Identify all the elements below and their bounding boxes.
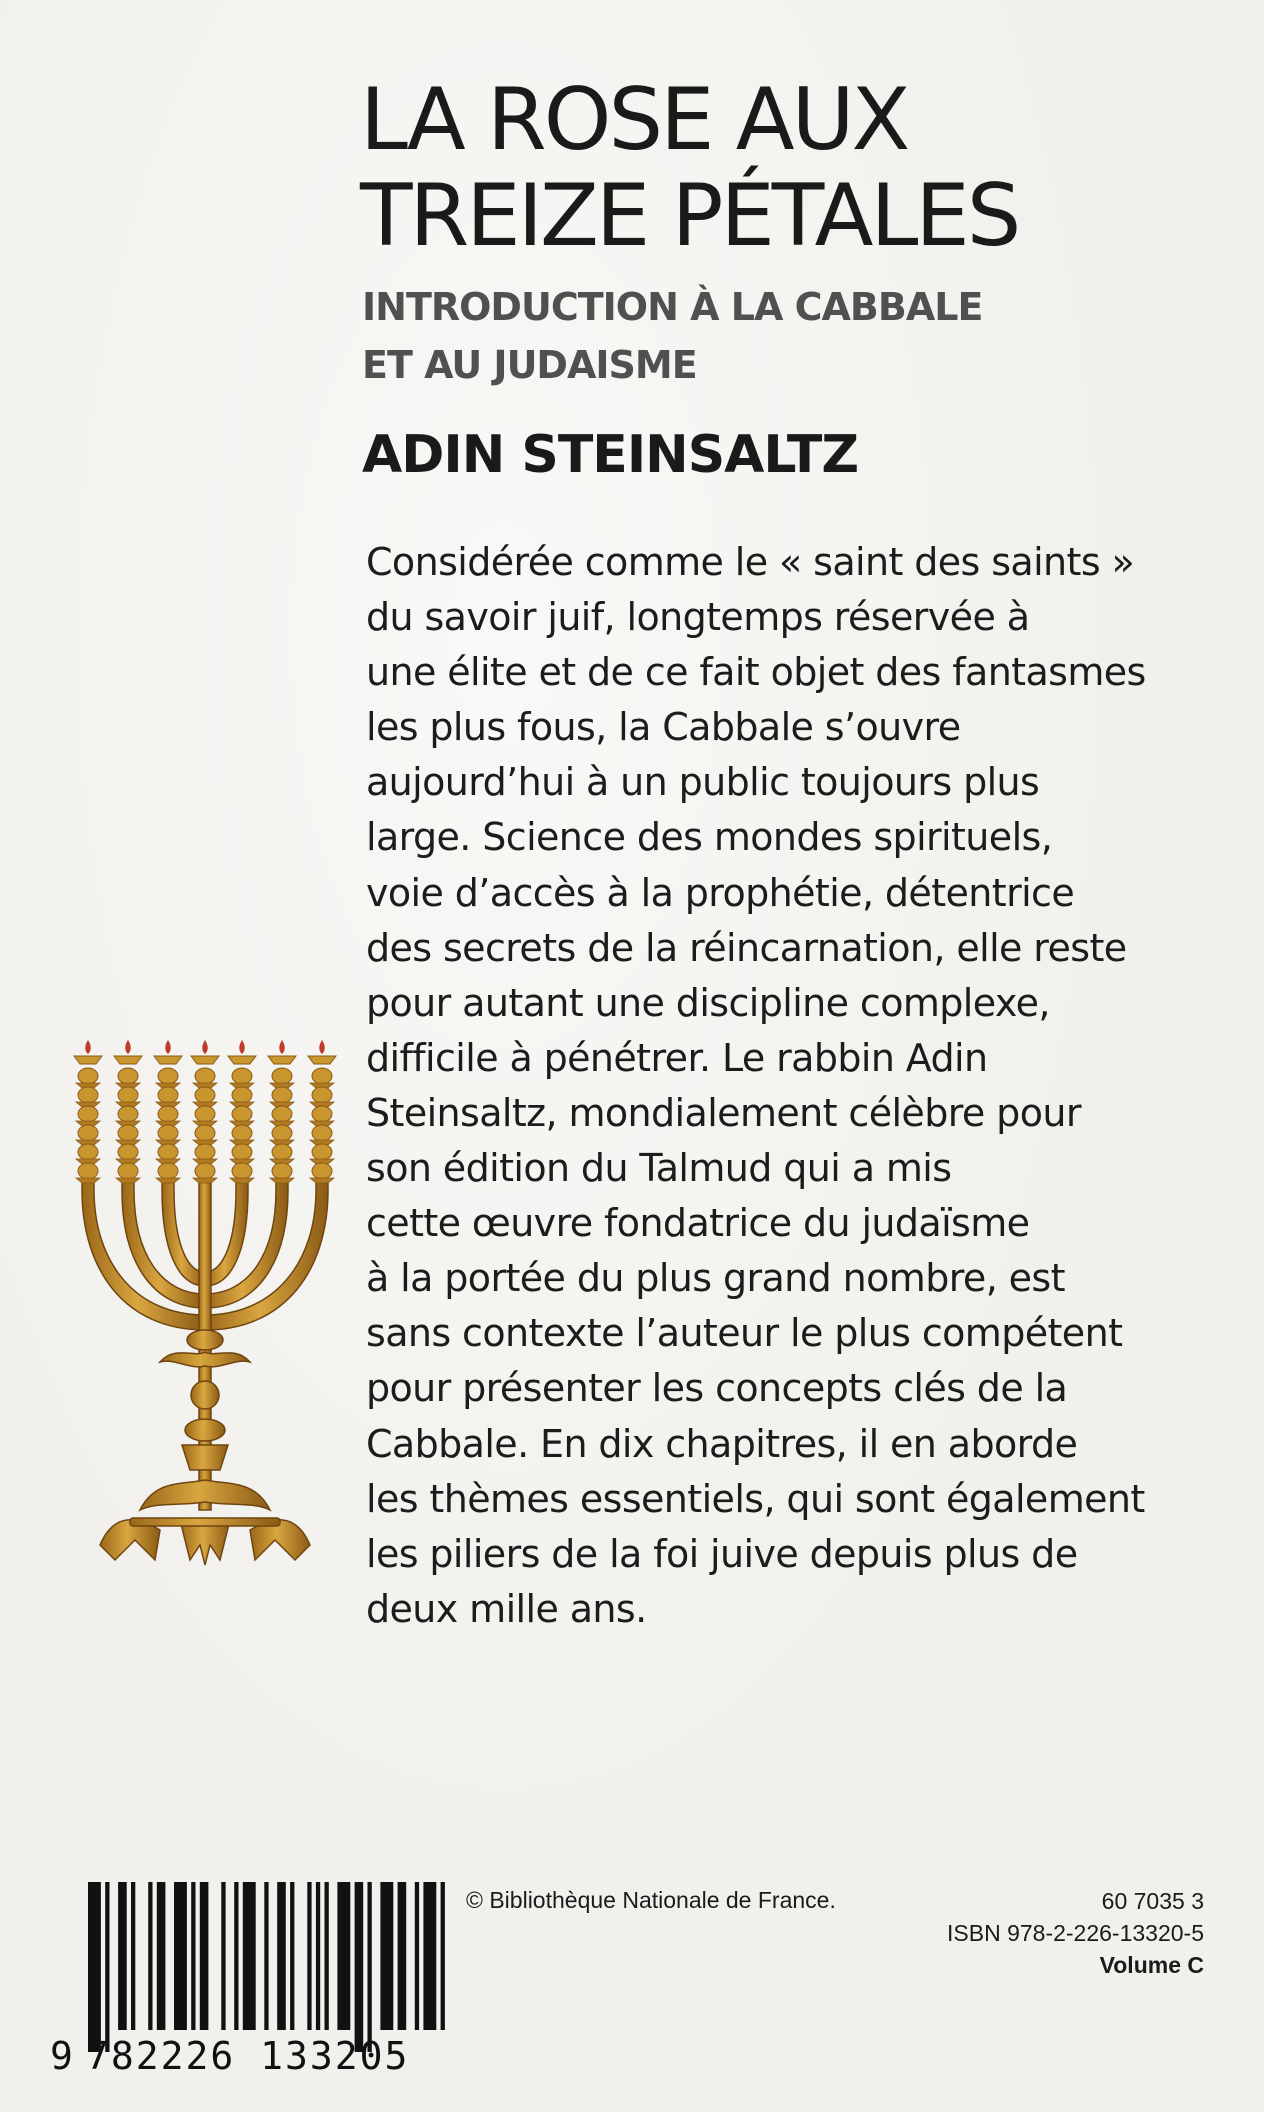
blurb-line: cette œuvre fondatrice du judaïsme [366, 1201, 1030, 1246]
blurb-line: des secrets de la réincarnation, elle reste [366, 925, 1127, 970]
title-line: LA ROSE AUX [360, 70, 908, 170]
volume-label: Volume C [1099, 1952, 1204, 1978]
blurb-line: Considérée comme le « saint des saints » [366, 540, 1135, 584]
title-line: TREIZE PÉTALES [360, 166, 1019, 266]
blurb-line: les piliers de la foi juive depuis plus de [366, 1531, 1078, 1576]
blurb-line: aujourd’hui à un public toujours plus [366, 760, 1040, 805]
publisher-codes [947, 1885, 1204, 1981]
blurb-line: pour autant une discipline complexe, [366, 980, 1050, 1025]
blurb-line: large. Science des mondes spirituels, [366, 815, 1053, 860]
blurb-line: voie d’accès à la prophétie, détentrice [366, 870, 1075, 915]
subtitle-line: ET AU JUDAISME [362, 343, 697, 387]
book-title [360, 72, 1220, 264]
blurb-line: à la portée du plus grand nombre, est [366, 1256, 1065, 1301]
blurb-line: sans contexte l’auteur le plus compétent [366, 1311, 1123, 1356]
blurb-line: pour présenter les concepts clés de la [366, 1366, 1068, 1411]
catalog-code: 60 7035 3 [1101, 1888, 1204, 1914]
blurb-line: son édition du Talmud qui a mis [366, 1146, 952, 1191]
blurb-line: deux mille ans. [366, 1586, 647, 1631]
blurb-line: du savoir juif, longtemps réservée à [366, 595, 1030, 640]
author-name: ADIN STEINSALTZ [362, 425, 859, 485]
blurb-line: Steinsaltz, mondialement célèbre pour [366, 1090, 1081, 1135]
blurb-line: les thèmes essentiels, qui sont également [366, 1476, 1145, 1521]
barcode-first-digit: 9 [50, 2034, 75, 2078]
copyright-notice: © Bibliothèque Nationale de France. [466, 1887, 836, 1913]
blurb-line: difficile à pénétrer. Le rabbin Adin [366, 1035, 988, 1080]
isbn: ISBN 978-2-226-13320-5 [947, 1920, 1204, 1946]
blurb-line: une élite et de ce fait objet des fantasmes [366, 650, 1146, 695]
book-subtitle [362, 278, 1182, 394]
menorah-icon [60, 1040, 350, 1580]
blurb-line: Cabbale. En dix chapitres, il en aborde [366, 1421, 1078, 1466]
subtitle-line: INTRODUCTION À LA CABBALE [362, 285, 983, 329]
blurb-text [366, 535, 1246, 1637]
barcode-number [50, 2034, 450, 2078]
blurb-line: les plus fous, la Cabbale s’ouvre [366, 705, 961, 750]
barcode-digits: 782226 133205 [86, 2034, 410, 2078]
